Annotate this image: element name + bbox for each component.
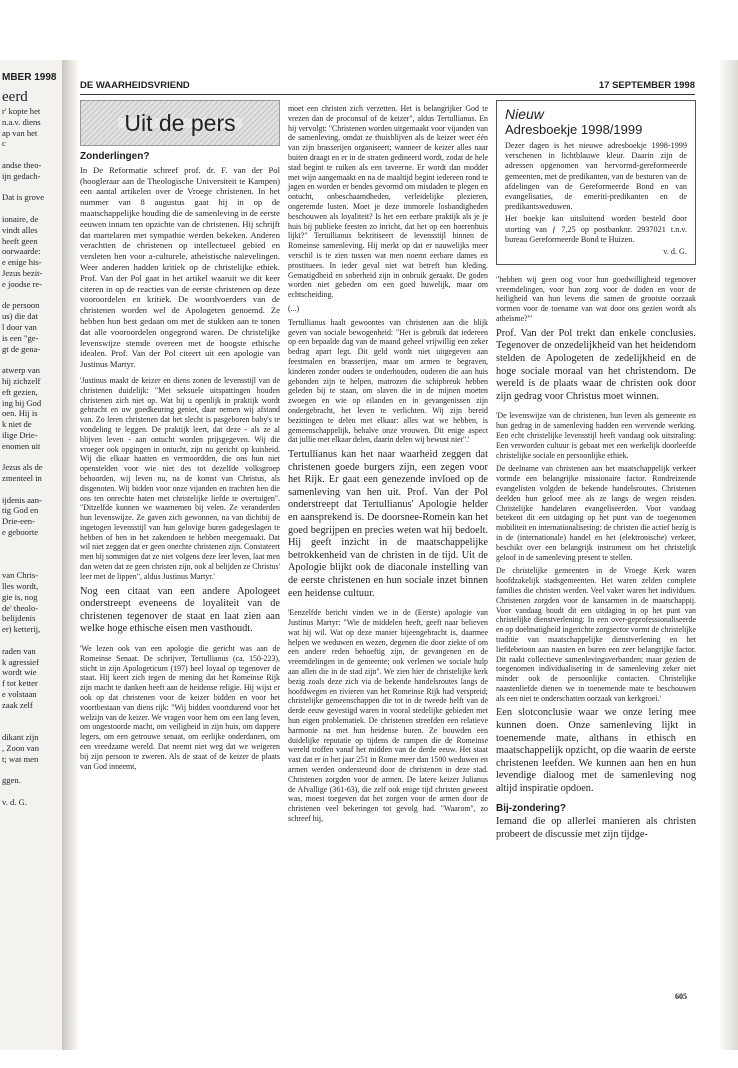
fragment-line: er) ketterij, — [2, 624, 41, 635]
fragment-line: n.a.v. diens — [2, 116, 41, 127]
paragraph-slotconclusie: Een slotconclusie waar we onze lering mee kunnen doen. Onze samenleving lijkt in toenemende mate, althans in ethisch en maatschappelijk opzicht, op die waarin de eerste christenen leefden. We kunnen aan hen en hun levendige dialoog met de samenleving nog altijd inspiratie opdoen. — [496, 707, 696, 795]
fragment-line: van Chris- — [2, 570, 39, 581]
fragment-line: e enige his- — [2, 257, 42, 268]
fragment-line: l door van — [2, 321, 37, 332]
subheading-zonderlingen: Zonderlingen? — [80, 151, 150, 162]
column-3 — [496, 100, 696, 850]
fragment-line — [0, 354, 62, 365]
fragment-line: wordt wie — [2, 667, 37, 678]
fragment-line: Drie-een- — [2, 516, 35, 527]
box-subtitle: Adresboekje 1998/1999 — [505, 122, 643, 137]
fragment-line — [0, 484, 62, 495]
ellipsis: (...) — [288, 303, 300, 313]
fragment-lines — [0, 106, 62, 808]
fragment-line — [0, 549, 62, 560]
fragment-line: ggen. — [2, 775, 21, 786]
fragment-line: enomen uit — [2, 440, 41, 451]
box-signature: v. d. G. — [663, 247, 687, 257]
fragment-line: atwerp van — [2, 365, 40, 376]
fragment-line: ing bij God — [2, 397, 42, 408]
fragment-line: Jezus als de — [2, 462, 43, 473]
fragment-line: e joodse re- — [2, 278, 43, 289]
fragment-line: e volstaan — [2, 689, 37, 700]
fragment-line: hij zichzelf — [2, 375, 41, 386]
fragment-header: MBER 1998 — [2, 72, 57, 83]
fragment-line: , Zoon van — [2, 743, 39, 754]
fragment-line: gie is, nog — [2, 591, 38, 602]
fragment-line — [0, 786, 62, 797]
fragment-title: eerd — [2, 89, 28, 105]
page-number: 605 — [675, 992, 687, 1001]
fragment-line: Jezus bezit- — [2, 267, 43, 278]
subheading-bij-zondering: Bij-zondering? — [496, 802, 566, 814]
fragment-line: ilige Drie- — [2, 429, 38, 440]
newspaper-page — [80, 60, 720, 1050]
fragment-line: ionaire, de — [2, 213, 39, 224]
paragraph-apologeet: Nog een citaat van een andere Apologeet onderstreept eveneens de loyaliteit van de christenen tegenover de staat en laat zien aan welke hoge ethische eisen men vasthoudt. — [80, 585, 280, 635]
fragment-line — [0, 765, 62, 776]
column-1 — [80, 100, 280, 775]
fragment-line: k niet de — [2, 419, 32, 430]
page-edge — [718, 60, 738, 1050]
quote-levenswijze: 'De levenswijze van de christenen, hun leven als gemeente en hun gedrag in de samenleving hadden een wervende werking. Een echt christelijke levensstijl heeft vandaag ook uitstraling: Een verworden cultuur is gebaat met een werkelijk doorleefde christelijke sociale en persoonlijke ethiek. De deelname van christenen aan het maatschappelijk verkeer vormde een belangrijke missionaire factor. Rondreizende evangelisten volgden de bekende handelsroutes. Christenen deelden hun geloof mee als ze langs de wegen reisden. Christelijke handelaren evangeliseerden. Voor vandaag betekent dit een uitdaging op het punt van de toegenomen mobiliteit en internationalisering: de christen die actief bezig is in de (internationale) handel en het (elektronische) verkeer, beschikt over een belangrijk instrument om het christelijk geloof in de samenleving present te stellen. De christelijke gemeenten in de Vroege Kerk waren hoofdzakelijk stadsgemeenten. Het waren zelden complete families die christen werden. Veel vaker waren het individuen. Christenen zorgden voor de kansarmen in de maatschappij. Voor vandaag houdt dit een uitdaging in op het punt van christelijke dienstverlening: In een over-geprofessionaliseerde en op doelmatigheid ingerichte zorgsector vormt de christelijke traditie van maatschappelijke dienstverlening en het liefdebetoon aan naasten en buren een zeer belangrijke factor. Dit raakt collectieve samenlevingsverbanden; maar gezien de toegenomen individualisering in de samenleving zeker niet minder ook de persoonlijke contacten. Christelijke naastenliefde dienen we in toenemende mate te beschouwen als een niet te onderschatten oorzaak van kerkgroei.' — [496, 411, 696, 703]
previous-page-fragment — [0, 60, 63, 1050]
fragment-line: k agressief — [2, 656, 39, 667]
final-paragraph: Iemand die op allerlei manieren als christen probeert de discussie met zijn tijdge- — [496, 816, 696, 841]
box-title: Nieuw — [505, 106, 544, 122]
fragment-line: r' kopte het — [2, 106, 41, 116]
fragment-line: de' theolo- — [2, 602, 39, 613]
box-text-1: Dezer dagen is het nieuwe adresboekje 1998-1999 verschenen in lichtblauwe kleur. Daarin zijn de adressen opgenomen van hervormd-gereformeerde gemeenten, met de predikanten, van de besturen van de afdelingen van de Gereformeerde Bond en van evangelisaties, de emeriti-predikanten en de predikantsweduwen. — [505, 141, 687, 212]
fragment-line — [0, 290, 62, 301]
fragment-line: Dat is grove — [2, 192, 45, 203]
quote-continued: moet een christen zich verzetten. Het is belangrijker God te vrezen dan de proconsul of de keizer", aldus Tertullianus. En hij vervolgt: "Christenen worden uitgemaakt voor vijanden van de samenleving, omdat ze thuisblijven als de keizer weer één van zijn brasserijen organiseert; wanneer de keizer alles naar buiten draagt en er in de straten gedineerd wordt, zodat de hele stad begint te ruiken als een taveerne. Er wordt dan modder met wijn aangemaakt en na de maaltijd begint iedereen rond te jagen en worden er bendes gevormd om misdaden te plegen en ontucht, onbeschaamdheden, verleidelijke plezieren, ongeremde lusten. Moet je deze immorele losbandigheden beschouwen als loyaliteit? Is het een eerbare praktijk als je je huis bij publieke feesten zo inricht, dat het op een hoerenhuis lijkt?" Tertullianus bekritiseert de levensstijl binnen de Romeinse samenleving. Hij merkt op dat er nauwelijks meer verschil is te zien tussen wat men noemt eerbare dames en prostituees. In ieder geval niet wat betreft hun kleding. Gematigdheid en soberheid zijn in onbruik geraakt. De goden worden niet gebeden om een goed huwelijk, maar om echtscheiding. (...) Tertullianus haalt gewoontes van christenen aan die blijk geven van sociale bewogenheid: "Het is gebruik dat iedereen op een bepaalde dag van de maand geheel vrijwillig een zeker bedrag apart legt. Dit geld wordt niet uitgegeven aan feestmalen en brasserijen, maar om armen te begraven, kinderen zonder ouders te onderhouden, ouderen die aan huis gebonden zijn te helpen, matrozen die schipbreuk hebben geleden bij te staan, om slaven die in de mijnen moeten zwoegen en wie op eilanden en in gevangenissen zijn ondergebracht, het leven te verlichten. Wij zijn bereid bezittingen te delen met elkaar: alles wat we hebben, is gemeenschappelijk, behalve onze vrouwen. Dit enige aspect dat jullie met elkaar delen, daarin delen wij bewust niet".' — [288, 104, 488, 445]
quote-justinus: 'Justinus maakt de keizer en diens zonen de levensstijl van de christenen duidelijk: "Met seksuele uitspattingen houden christenen zich niet op. Wat bij u openlijk in praktijk wordt gebracht en uw goedkeuring geniet, daar nemen wij afstand van. Zo leren christenen dat het slecht is pasgeboren baby's te vondeling te leggen. De praktijk leert, dat deze - als ze al blijven leven - aan ontucht worden prijsgegeven. Wij die vroeger ook opgingen in ontucht, zijn nu gericht op kuisheid. Wij die elkaar haatten en vermoordden, die ons hun niet openstelden voor wie niet des tot dezelfde volksgroep behoorden, wij leven nu, na de komst van Christus, als disgenoten. Wij bidden voor onze vijanden en trachten hen die ons ten onrechte haten met christelijke liefde te overtuigen". "Ditzelfde kunnen we waarnemen bij velen. Ze veranderden hun levenswijze. Ze gaven zich gewonnen, na van dichtbij de ingetogen levensstijl van hun gelovige buren gadegeslagen te hebben of hen in het zakendoen te hebben meegemaakt. Dat wil niet zeggen dat er geen onechte christenen zijn. Constateert men bij sommigen dat ze niet volgens deze leer leven, laat men dan weten dat ze geen christen zijn, ook al belijden ze Christus' leer met de lippen", aldus Justinus Martyr.' — [80, 375, 280, 581]
announcement-box — [496, 100, 696, 265]
fragment-line: andse theo- — [2, 159, 42, 170]
paragraph-conclusies: Prof. Van der Pol trekt dan enkele conclusies. Tegenover de onzedelijkheid van het heidendom stelden de Apologeten de zedelijkheid en de hoge sociale moraal van het christendom. De wereld is de plaats waar de christen ook door zijn gedrag voor Christus moet winnen. — [496, 327, 696, 402]
quote-julianus: "hebben wij geen oog voor hun goedwilligheid tegenover vreemdelingen, voor hun zorg voor de doden en voor de heiligheid van hun levens die samen de grootste oorzaak vormen voor de toename van wat door ons gezien wordt als atheïsme?"' — [496, 274, 696, 324]
fragment-line: lles wordt, — [2, 581, 39, 592]
fragment-line: t; wat men — [2, 753, 39, 764]
page-header — [80, 80, 695, 95]
fragment-line — [0, 538, 62, 549]
fragment-line: zmenteel in — [2, 473, 42, 484]
fragment-line — [0, 559, 62, 570]
fragment-line — [0, 721, 62, 732]
fragment-line: is een "ge- — [2, 332, 39, 343]
fragment-line: dikant zijn — [2, 732, 39, 743]
fragment-line: oorwaarde: — [2, 246, 41, 257]
intro-paragraph: In De Reformatie schreef prof. dr. F. van der Pol (hoogleraar aan de Theologische Universiteit te Kampen) een aantal artikelen over de Vroege christenen. In het nummer van 8 augustus gaat hij in op de maatschappelijke houding die de samenleving in de eerste eeuwen innam ten opzichte van de christenen. Hij schrijft dat martelaren met sympathie werden bekeken. Anderen verachtten de christenen op intellectueel gebied en versleten hen voor a-culturele, atheïstische naïevelingen. Weer anderen hadden kritiek op de christelijke ethiek. Prof. Van der Pol gaat in het artikel waaruit we dit keer citeren in op de reacties van de eerste christenen op deze vooroordelen en kritiek. De woordvoerders van de christenen worden wel de Apologeten genoemd. Ze hebben hun best gedaan om met de stukken aan te tonen dat alle vooroordelen ongegrond waren. De christelijke levenswijze stemde overeen met de hoogste ethische idealen. Prof. Van der Pol citeert uit een apologie van Justinus Martyr. — [80, 164, 280, 370]
section-title: Uit de pers — [118, 118, 241, 129]
fragment-line — [0, 203, 62, 214]
box-text-2: Het boekje kan uitsluitend worden besteld door storting van ƒ 7,25 op postbanknr. 2937021 t.n.v. bureau Gereformeerde Bond te Huizen. — [505, 214, 687, 244]
section-banner — [80, 100, 280, 146]
fragment-line: f tot ketter — [2, 678, 38, 689]
fragment-line: heeft geen — [2, 235, 38, 246]
fragment-line: zaak zelf — [2, 699, 33, 710]
fragment-line: vindt alles — [2, 224, 38, 235]
quote-eenzelfde: 'Eenzelfde bericht vinden we in de (Eerste) apologie van Justinus Martyr: "Wie de middelen heeft, geeft naar believen wat hij wil. Wat op deze manier bijeengebracht is, daarmee helpen we weduwen en wezen, degenen die door ziekte of om een andere reden behoeftig zijn, de gevangenen en de vreemdelingen in de gemeente; ook verlenen we sociale hulp aan allen die in de stad zijn". We zien hier de christelijke kerk bezig zoals deze zich via de bekende handelsroutes langs de hoofdwegen en rivieren van het Romeinse Rijk had verspreid; christelijke gemeenschappen die tot in de tweede helft van de derde eeuw gevestigd waren in vooral stedelijke gebieden met hun eigen problematiek. De christenen streefden een relatieve harmonie na met hun heidense buren. Ze bouwden een duidelijke reputatie op tijdens de rampen die de Romeinse wereld troffen vanaf het midden van de derde eeuw. Het staat vast dat er in het jaar 251 in Rome meer dan 1500 weduwen en armen werden ondersteund door de christenen in deze stad. Christenen zorgden voor de armen. De latere keizer Julianus de Afvallige (361-63), die zelf ook enige tijd christen geweest was, moest toegeven dat het zorgen voor de armen door de christenen veel bekeringen tot gevolg had. "Waarom", zo schreef hij, — [288, 608, 488, 823]
fragment-line: belijdenis — [2, 613, 36, 624]
fragment-line — [0, 711, 62, 722]
fragment-line: ijdenis aan- — [2, 494, 42, 505]
fragment-line — [0, 182, 62, 193]
fragment-line: ijn gedach- — [2, 170, 41, 181]
fragment-line: raden van — [2, 645, 36, 656]
publication-date: 17 SEPTEMBER 1998 — [598, 80, 695, 91]
fragment-line: ap van het — [2, 127, 38, 138]
paragraph-tertullianus: Tertullianus kan het naar waarheid zeggen dat christenen goede burgers zijn, een zegen voor het Rijk. Er gaat een genezende invloed op de samenleving van hen uit. Prof. Van der Pol onderstreept dat Tertullianus' Apologie helder en aansprekend is. De doorsnee-Romein kan het goed begrijpen en precies weten wat hij bedoelt. Hij geeft inzicht in de maatschappelijke betrokkenheid van de christen in de tijd. Uit de Apologie blijkt ook de diaconale instelling van de eerste christenen en hun sociale inzet binnen een heidense cultuur. — [288, 449, 488, 599]
publication-name: DE WAARHEIDSVRIEND — [80, 80, 190, 91]
fragment-line: tig God en — [2, 505, 39, 516]
fragment-line — [0, 635, 62, 646]
fragment-line: eft gezien, — [2, 386, 38, 397]
quote-tertullianus: 'We lezen ook van een apologie die gericht was aan de Romeinse Senaat. De schrijver, Tertullianus (ca. 150-223), sticht in zijn Apologeticum (197) heel loyaal op tegenover de staat. Hij keert zich tegen de mening dat het Romeinse Rijk zijn macht te danken heeft aan de heidense religie. Hij wijst er ook op dat christenen voor de keizer bidden en voor het voortbestaan van diens rijk: "Wij bidden voortdurend voor het welzijn van de keizer. We vragen voor hem om een lang leven, om ongestoorde macht, om veiligheid in zijn huis, om dappere legers, om een getrouwe senaat, om eerlijke onderdanen, om een vreedzame wereld. Dat neemt niet weg dat we weigeren bij zijn persoon te zweren. Als de staat of de keizer de plaats van God inneemt, — [80, 644, 280, 771]
page-gutter — [62, 60, 80, 1050]
fragment-line: v. d. G. — [2, 797, 27, 807]
fragment-line: e geboorte — [2, 527, 39, 538]
fragment-line — [0, 149, 62, 160]
fragment-line: us) die dat — [2, 311, 38, 322]
fragment-line: de persoon — [2, 300, 40, 311]
fragment-line — [0, 452, 62, 463]
fragment-line: gt de gena- — [2, 343, 41, 354]
column-2 — [288, 104, 488, 828]
fragment-line: oen. Hij is — [2, 408, 38, 419]
fragment-line: c — [2, 138, 6, 149]
